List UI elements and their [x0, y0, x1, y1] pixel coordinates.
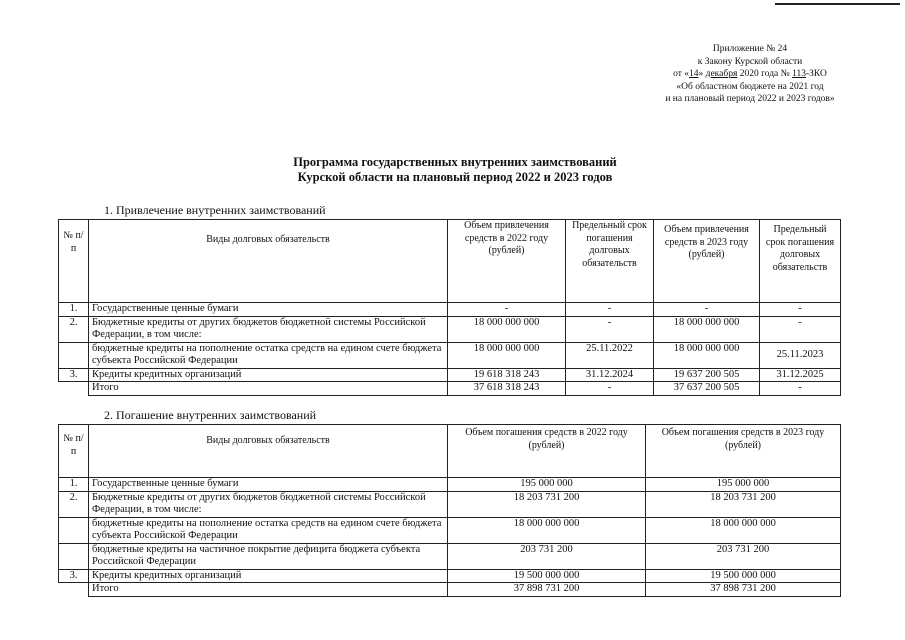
- row-type: бюджетные кредиты на пополнение остатка средств на едином счете бюджета субъекта Российской Федерации: [89, 517, 448, 543]
- table-row: [59, 491, 841, 517]
- row-num: [59, 342, 89, 368]
- table-total-row: [59, 382, 841, 396]
- table-total-row: [59, 583, 841, 597]
- table-header-row: [59, 220, 841, 303]
- header-vol-2023: Объем привлечения средств в 2023 году (рублей): [654, 220, 760, 303]
- repayment-table: [58, 424, 841, 597]
- header-term-2022: Предельный срок погашения долговых обязательств: [566, 220, 654, 303]
- document-title-line-2: Курской области на плановый период 2022 и 2023 годов: [297, 170, 613, 184]
- row-type: Бюджетные кредиты от других бюджетов бюджетной системы Российской Федерации, в том числе:: [89, 316, 448, 342]
- row-term-2022: -: [566, 316, 654, 342]
- row-vol-2022: 18 000 000 000: [448, 316, 566, 342]
- total-vol-2023: 37 637 200 505: [654, 382, 760, 396]
- total-vol-2023: 37 898 731 200: [646, 583, 841, 597]
- header-vol-2023: Объем погашения средств в 2023 году (рублей): [646, 425, 841, 478]
- table-header-row: [59, 425, 841, 478]
- table-row: [59, 569, 841, 583]
- date-mid: »: [698, 69, 706, 79]
- row-vol-2023: 19 500 000 000: [646, 569, 841, 583]
- date-month: декабря: [705, 69, 738, 79]
- table-row: [59, 316, 841, 342]
- row-type: Кредиты кредитных организаций: [89, 368, 448, 382]
- row-type: Государственные ценные бумаги: [89, 303, 448, 317]
- appendix-law-title-2: и на плановый период 2022 и 2023 годов»: [665, 94, 835, 104]
- row-vol-2023: 18 000 000 000: [646, 517, 841, 543]
- appendix-law-title-1: «Об областном бюджете на 2021 год: [676, 81, 824, 92]
- row-vol-2023: 18 203 731 200: [646, 491, 841, 517]
- appendix-law-date: [600, 68, 900, 81]
- table-row: [59, 517, 841, 543]
- row-vol-2022: 19 618 318 243: [448, 368, 566, 382]
- row-type: Бюджетные кредиты от других бюджетов бюджетной системы Российской Федерации, в том числе:: [89, 491, 448, 517]
- row-term-2023: -: [760, 316, 841, 342]
- table-row: [59, 543, 841, 569]
- law-number: 113: [792, 69, 806, 79]
- row-vol-2022: 18 000 000 000: [448, 342, 566, 368]
- total-label: Итого: [89, 583, 448, 597]
- row-term-2022: 31.12.2024: [566, 368, 654, 382]
- row-type: бюджетные кредиты на пополнение остатка средств на едином счете бюджета субъекта Российской Федерации: [89, 342, 448, 368]
- total-vol-2022: 37 898 731 200: [448, 583, 646, 597]
- total-num-empty: [59, 382, 89, 396]
- law-suffix: -ЗКО: [806, 69, 827, 79]
- row-vol-2022: 195 000 000: [448, 478, 646, 492]
- row-vol-2022: 203 731 200: [448, 543, 646, 569]
- appendix-header: [600, 43, 900, 106]
- date-day: 14: [689, 69, 699, 79]
- header-type: Виды долговых обязательств: [89, 425, 448, 478]
- row-vol-2023: 18 000 000 000: [654, 316, 760, 342]
- row-vol-2022: 19 500 000 000: [448, 569, 646, 583]
- row-vol-2023: -: [654, 303, 760, 317]
- table-row: [59, 303, 841, 317]
- total-term-2023: -: [760, 382, 841, 396]
- row-type: Государственные ценные бумаги: [89, 478, 448, 492]
- row-num: 2.: [59, 316, 89, 342]
- row-type: Кредиты кредитных организаций: [89, 569, 448, 583]
- section2-title: 2. Погашение внутренних заимствований: [104, 408, 317, 422]
- scan-edge-line: [775, 3, 900, 5]
- row-num: 3.: [59, 569, 89, 583]
- header-type: Виды долговых обязательств: [89, 220, 448, 303]
- total-label: Итого: [89, 382, 448, 396]
- date-prefix: от «: [673, 69, 689, 79]
- appendix-number: Приложение № 24: [712, 44, 788, 54]
- header-vol-2022: Объем привлечения средств в 2022 году (рублей): [448, 220, 566, 303]
- appendix-law-ref: к Закону Курской области: [697, 56, 803, 67]
- header-num: № п/п: [59, 425, 89, 478]
- row-num: [59, 543, 89, 569]
- total-term-2022: -: [566, 382, 654, 396]
- section1-title: 1. Привлечение внутренних заимствований: [104, 203, 326, 217]
- table-row: [59, 342, 841, 368]
- row-vol-2023: 203 731 200: [646, 543, 841, 569]
- date-year: 2020 года №: [737, 69, 793, 79]
- total-num-empty: [59, 583, 89, 597]
- borrowing-table: [58, 219, 841, 396]
- row-vol-2023: 19 637 200 505: [654, 368, 760, 382]
- row-vol-2022: -: [448, 303, 566, 317]
- row-term-2023: 31.12.2025: [760, 368, 841, 382]
- row-num: 3.: [59, 368, 89, 382]
- row-vol-2023: 18 000 000 000: [654, 342, 760, 368]
- table-row: [59, 368, 841, 382]
- row-vol-2023: 195 000 000: [646, 478, 841, 492]
- row-term-2023: -: [760, 303, 841, 317]
- header-term-2023: Предельный срок погашения долговых обязательств: [760, 220, 841, 303]
- row-term-2023: 25.11.2023: [760, 342, 841, 368]
- row-vol-2022: 18 203 731 200: [448, 491, 646, 517]
- row-num: 1.: [59, 303, 89, 317]
- header-vol-2022: Объем погашения средств в 2022 году (рублей): [448, 425, 646, 478]
- row-vol-2022: 18 000 000 000: [448, 517, 646, 543]
- row-term-2022: 25.11.2022: [566, 342, 654, 368]
- row-num: 1.: [59, 478, 89, 492]
- document-title-line-1: Программа государственных внутренних заимствований: [293, 155, 617, 169]
- document-title: [230, 155, 680, 185]
- table-row: [59, 478, 841, 492]
- total-vol-2022: 37 618 318 243: [448, 382, 566, 396]
- row-type: бюджетные кредиты на частичное покрытие дефицита бюджета субъекта Российской Федерации: [89, 543, 448, 569]
- row-term-2022: -: [566, 303, 654, 317]
- header-num: № п/п: [59, 220, 89, 303]
- row-num: 2.: [59, 491, 89, 517]
- row-num: [59, 517, 89, 543]
